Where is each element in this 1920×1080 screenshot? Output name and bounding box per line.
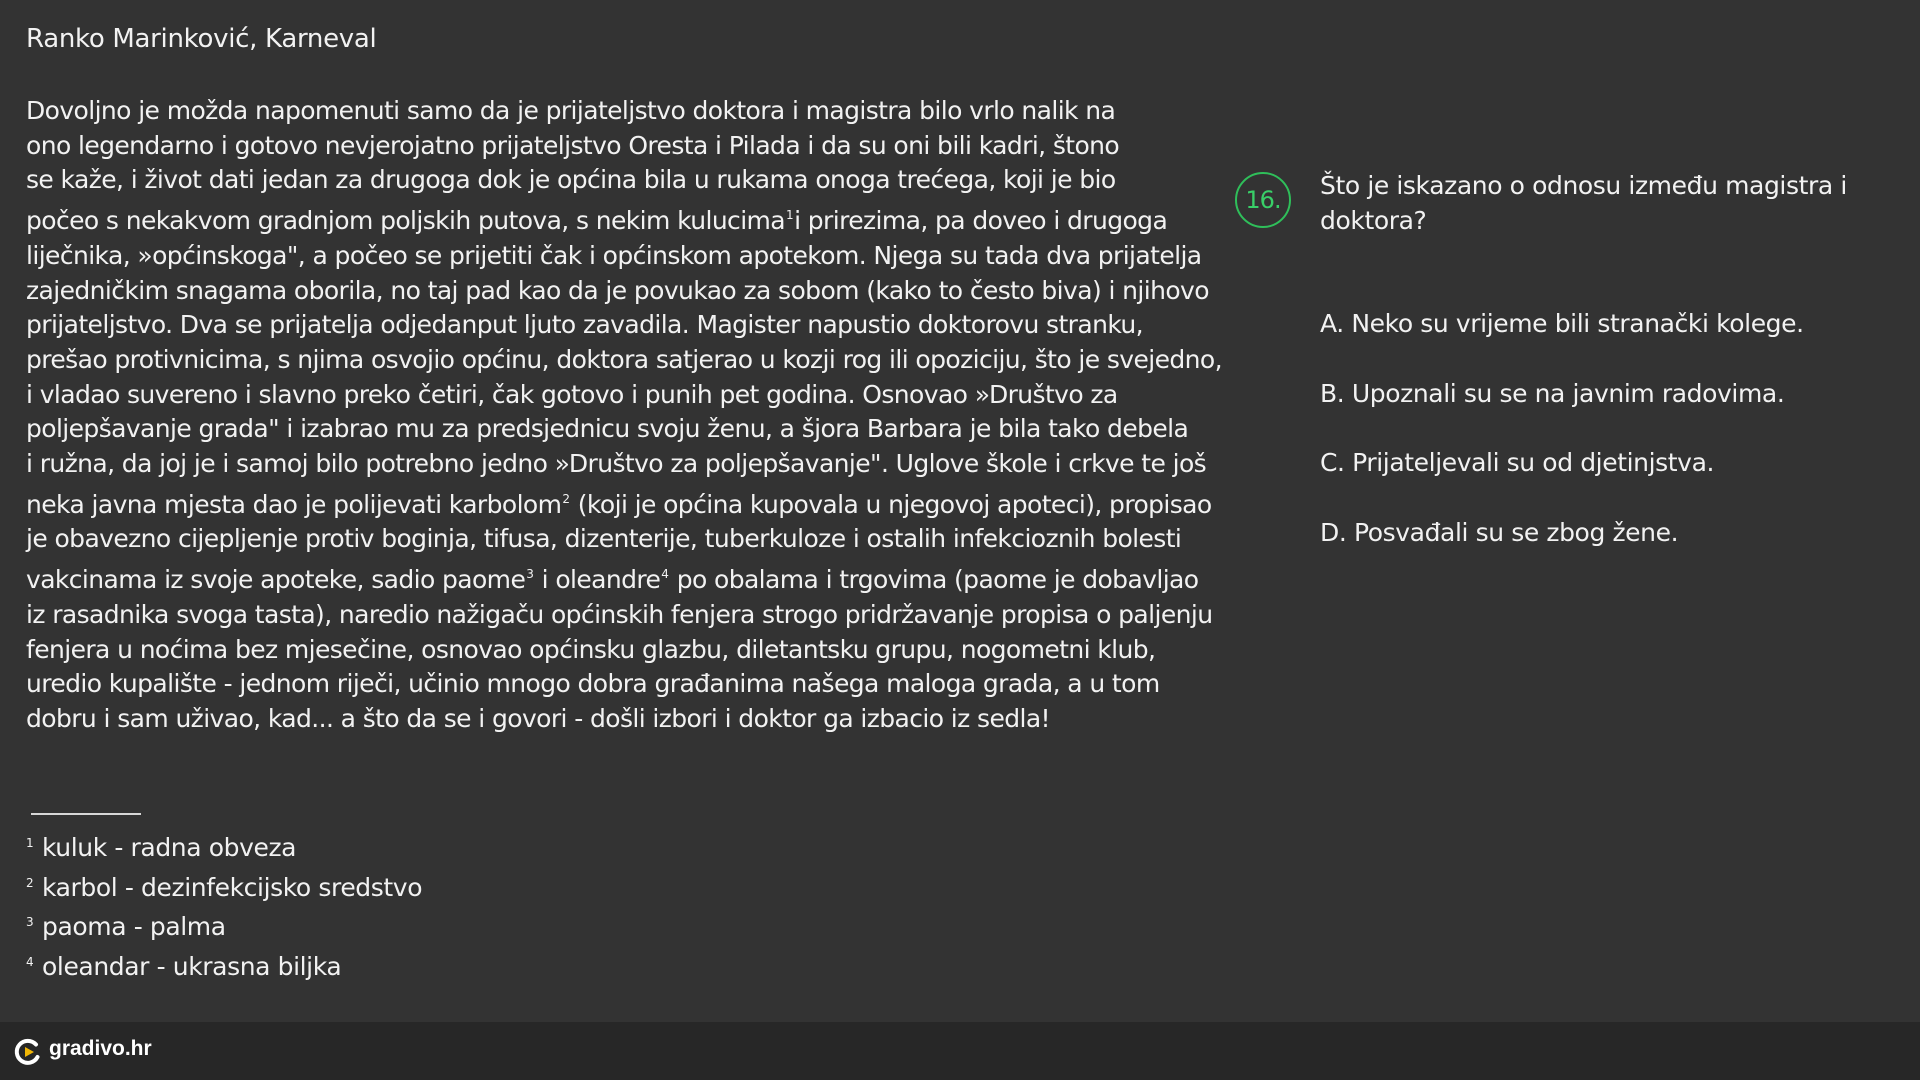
passage-segment: neka javna mjesta dao je polijevati karbolom bbox=[26, 489, 562, 519]
passage-segment: prešao protivnicima, s njima osvojio općinu, doktora satjerao u kozji rog ili opoziciju, što je svejedno, bbox=[26, 344, 1222, 374]
footnote-number: 3 bbox=[26, 915, 34, 930]
footnote-marker: 3 bbox=[526, 567, 534, 582]
passage-segment: zajedničkim snagama oborila, no taj pad kao da je povukao za sobom (kako to često biva) i njihovo bbox=[26, 275, 1209, 305]
footnote-item bbox=[26, 866, 422, 906]
footnote-text: kuluk - radna obveza bbox=[42, 833, 297, 862]
passage-line bbox=[26, 343, 1222, 378]
passage-segment: počeo s nekakvom gradnjom poljskih putova, s nekim kulucima bbox=[26, 206, 786, 236]
passage-line bbox=[26, 163, 1206, 198]
passage-segment: poljepšavanje grada" i izabrao mu za predsjednicu svoju ženu, a šjora Barbara je bila tako debela bbox=[26, 414, 1189, 444]
passage-line bbox=[26, 633, 1206, 668]
passage-segment: i vladao suvereno i slavno preko četiri, čak gotovo i punih pet godina. Osnovao »Društvo za bbox=[26, 379, 1118, 409]
passage-segment: je obavezno cijepljenje protiv boginja, tifusa, dizenterije, tuberkuloze i ostalih infekcioznih bolesti bbox=[26, 524, 1182, 554]
footer-bar bbox=[0, 1022, 1920, 1080]
passage-segment: i oleandre bbox=[534, 565, 661, 595]
passage-line bbox=[26, 198, 1206, 239]
passage-line bbox=[26, 482, 1212, 523]
footnote-marker: 1 bbox=[786, 208, 794, 223]
passage-segment: i prirezima, pa doveo i drugoga bbox=[794, 206, 1168, 236]
footnote-item bbox=[26, 945, 422, 985]
passage-segment: (koji je općina kupovala u njegovoj apoteci), propisao bbox=[570, 489, 1212, 519]
passage-line bbox=[26, 412, 1206, 447]
passage-line bbox=[26, 598, 1213, 633]
footnote-text: karbol - dezinfekcijsko sredstvo bbox=[42, 872, 423, 902]
question-text: Što je iskazano o odnosu između magistra i doktora? bbox=[1320, 171, 1847, 235]
passage-text bbox=[26, 94, 1222, 737]
passage-line bbox=[26, 274, 1209, 309]
passage-segment: i ružna, da joj je i samoj bilo potrebno jedno »Društvo za poljepšavanje". Uglove škole i crkve te još bbox=[26, 449, 1207, 479]
gradivo-logo-icon bbox=[14, 1038, 42, 1066]
passage-segment: prijateljstvo. Dva se prijatelja odjedanput ljuto zavadila. Magister napustio doktorovu stranku, bbox=[26, 310, 1144, 340]
answer-options bbox=[1320, 306, 1804, 584]
footnote-item bbox=[26, 826, 422, 866]
brand-name[interactable]: gradivo.hr bbox=[49, 1037, 152, 1060]
passage-segment: dobru i sam uživao, kad... a što da se i govori - došli izbori i doktor ga izbacio iz sedla! bbox=[26, 703, 1050, 733]
footnote-text: oleandar - ukrasna biljka bbox=[42, 952, 342, 982]
passage-line bbox=[26, 667, 1206, 702]
footnotes-list bbox=[26, 826, 422, 985]
answer-option-c[interactable]: C. Prijateljevali su od djetinjstva. bbox=[1320, 448, 1715, 477]
passage-segment: uredio kupalište - jednom riječi, učinio mnogo dobra građanima našega maloga grada, a u tom bbox=[26, 669, 1160, 699]
passage-line bbox=[26, 447, 1206, 482]
passage-segment: se kaže, i život dati jedan za drugoga dok je općina bila u rukama onoga trećega, koji je bio bbox=[26, 165, 1116, 195]
passage-line bbox=[26, 702, 1206, 737]
passage-line bbox=[26, 239, 1206, 274]
passage-line bbox=[26, 129, 1206, 164]
footnote-number: 2 bbox=[26, 875, 34, 890]
passage-segment: Dovoljno je možda napomenuti samo da je prijateljstvo doktora i magistra bilo vrlo nalik na bbox=[26, 96, 1116, 125]
answer-option-d[interactable]: D. Posvađali su se zbog žene. bbox=[1320, 517, 1679, 547]
passage-segment: vakcinama iz svoje apoteke, sadio paome bbox=[26, 565, 526, 595]
passage-line bbox=[26, 94, 1206, 129]
passage-segment: fenjera u noćima bez mjesečine, osnovao općinsku glazbu, diletantsku grupu, nogometni klub, bbox=[26, 634, 1156, 664]
passage-line bbox=[26, 557, 1206, 598]
footnote-number: 1 bbox=[26, 836, 34, 850]
passage-segment: liječnika, »općinskoga", a počeo se prijetiti čak i općinskom apotekom. Njega su tada dva prijatelja bbox=[26, 240, 1202, 270]
footnote-marker: 2 bbox=[562, 491, 570, 506]
footnote-marker: 4 bbox=[661, 567, 669, 582]
passage-line bbox=[26, 308, 1206, 343]
footnote-text: paoma - palma bbox=[42, 912, 226, 942]
passage-title: Ranko Marinković, Karneval bbox=[26, 24, 377, 54]
passage-segment: ono legendarno i gotovo nevjerojatno prijateljstvo Oresta i Pilada i da su oni bili kadri, štono bbox=[26, 130, 1120, 160]
footnote-divider bbox=[31, 813, 141, 815]
passage-segment: iz rasadnika svoga tasta), naredio nažigaču općinskih fenjera strogo pridržavanje propisa o paljenju bbox=[26, 599, 1213, 629]
footnote-item bbox=[26, 905, 422, 945]
passage-line bbox=[26, 522, 1206, 557]
footnote-number: 4 bbox=[26, 955, 34, 970]
passage-segment: po obalama i trgovima (paome je dobavljao bbox=[669, 565, 1199, 595]
answer-option-a[interactable]: A. Neko su vrijeme bili stranački kolege. bbox=[1320, 309, 1804, 338]
answer-option-b[interactable]: B. Upoznali su se na javnim radovima. bbox=[1320, 378, 1785, 408]
question-number-badge: 16. bbox=[1235, 172, 1291, 228]
passage-line bbox=[26, 378, 1206, 413]
